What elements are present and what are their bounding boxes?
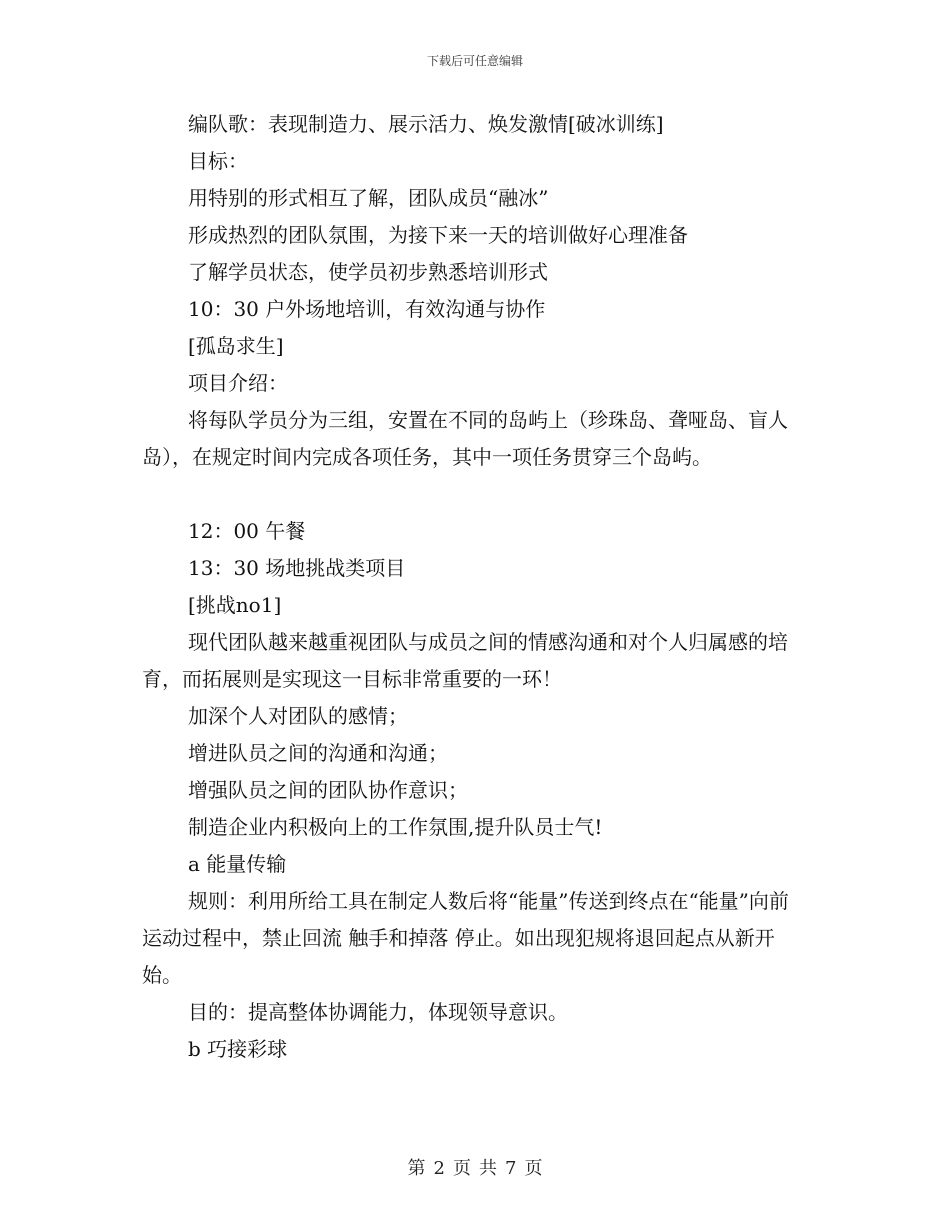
paragraph: 目的：提高整体协调能力，体现领导意识。 (188, 1000, 568, 1024)
paragraph: [挑战no1] (188, 593, 282, 617)
page-number: 2 (433, 1158, 445, 1179)
paragraph: 10：30 户外场地培训，有效沟通与协作 (188, 297, 546, 321)
paragraph: 将每队学员分为三组，安置在不同的岛屿上（珍珠岛、聋哑岛、盲人岛），在规定时间内完成各项任务，其中一项任务贯穿三个岛屿。 (142, 408, 788, 469)
paragraph: 13：30 场地挑战类项目 (188, 556, 406, 580)
paragraph: [孤岛求生] (188, 334, 284, 358)
footer-gong: 共 (479, 1158, 497, 1179)
paragraph: 12：00 午餐 (188, 519, 306, 543)
paragraph: 目标： (188, 149, 248, 173)
paragraph: 规则：利用所给工具在制定人数后将“能量”传送到终点在“能量”向前运动过程中，禁止回流 触手和掉落 停止。如出现犯规将退回起点从新开始。 (142, 889, 789, 987)
paragraph: 增强队员之间的团队协作意识； (188, 778, 468, 802)
footer-ye: 页 (453, 1158, 471, 1179)
page-footer (0, 1154, 950, 1180)
paragraph: a 能量传输 (188, 852, 287, 876)
paragraph: 项目介绍： (188, 371, 288, 395)
document-body (142, 106, 808, 1068)
paragraph: 了解学员状态，使学员初步熟悉培训形式 (188, 260, 548, 284)
footer-di: 第 (407, 1158, 426, 1179)
paragraph: 用特别的形式相互了解，团队成员“融冰” (188, 186, 549, 210)
paragraph: 现代团队越来越重视团队与成员之间的情感沟通和对个人归属感的培育，而拓展则是实现这一目标非常重要的一环！ (142, 630, 788, 691)
paragraph: 增进队员之间的沟通和沟通； (188, 741, 448, 765)
blank-line (142, 476, 808, 513)
paragraph: 制造企业内积极向上的工作氛围,提升队员士气! (188, 815, 603, 839)
paragraph: b 巧接彩球 (188, 1037, 288, 1061)
footer-ye: 页 (524, 1158, 543, 1179)
paragraph: 加深个人对团队的感情； (188, 704, 408, 728)
paragraph: 形成热烈的团队氛围，为接下来一天的培训做好心理准备 (188, 223, 688, 247)
page-header: 下载后可任意编辑 (426, 54, 523, 68)
paragraph: 编队歌：表现制造力、展示活力、焕发激情[破冰训练] (188, 112, 664, 136)
total-pages: 7 (505, 1158, 517, 1179)
